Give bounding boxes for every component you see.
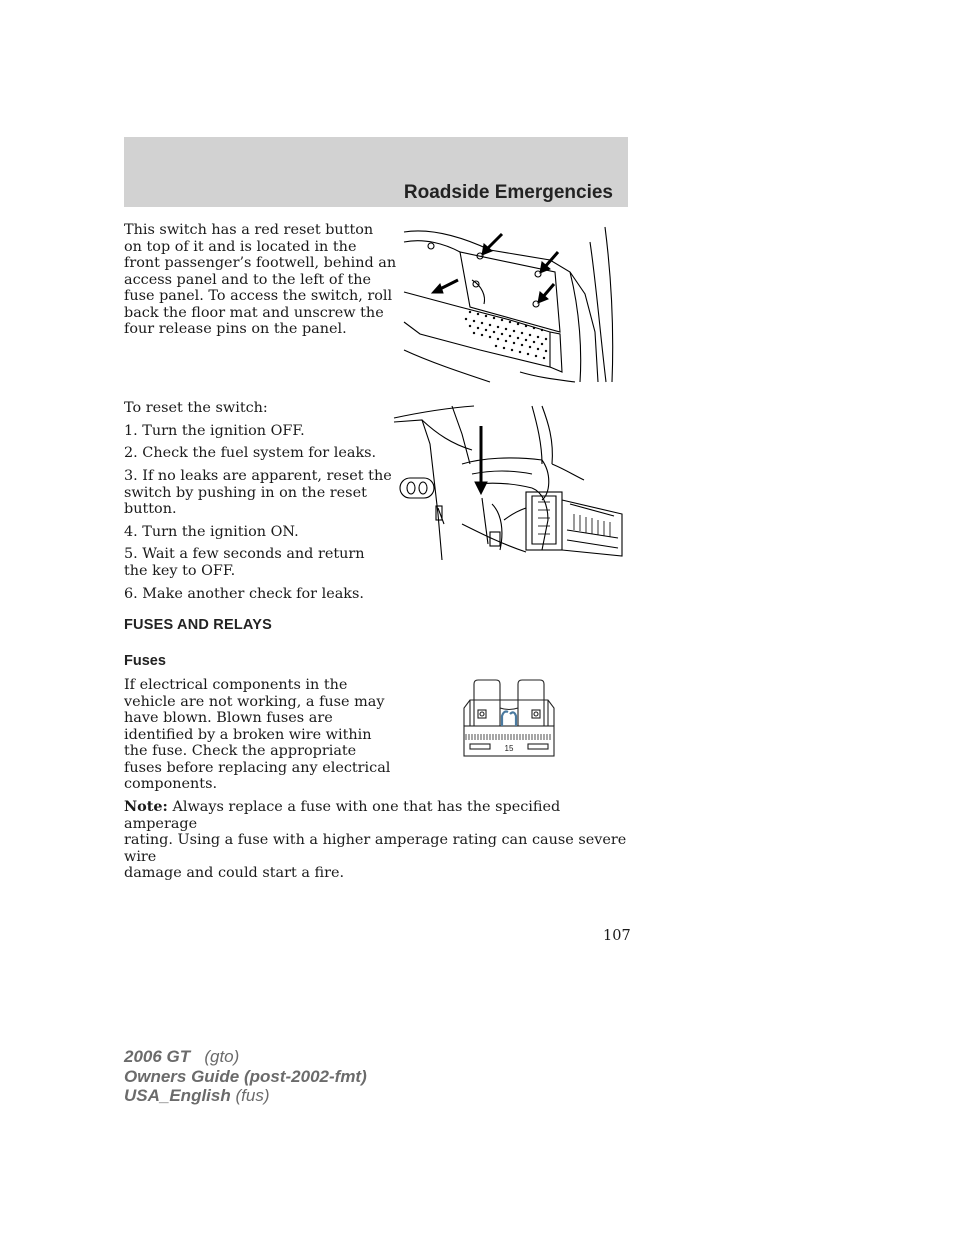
text-line: have blown. Blown fuses are — [124, 710, 333, 726]
text-line: 4. Turn the ignition ON. — [124, 524, 299, 540]
text-line: vehicle are not working, a fuse may — [124, 693, 385, 710]
footer-language-code: (fus) — [235, 1086, 270, 1105]
intro-paragraph — [124, 222, 396, 338]
text-line: the key to OFF. — [124, 562, 236, 579]
reset-step-5 — [124, 546, 365, 579]
text-line: 6. Make another check for leaks. — [124, 586, 364, 602]
text-line: on top of it and is located in the — [124, 238, 357, 255]
fuses-subheading: Fuses — [124, 653, 166, 669]
text-line: fuse panel. To access the switch, roll — [124, 288, 393, 304]
inertia-switch-illustration — [392, 404, 626, 560]
footer-model: 2006 GT — [124, 1047, 191, 1066]
text-line: Always replace a fuse with one that has the specified amperage — [124, 799, 561, 832]
text-line: fuses before replacing any electrical — [124, 759, 391, 776]
text-line: button. — [124, 501, 177, 517]
text-line: rating. Using a fuse with a higher amperage rating can cause severe wire — [124, 832, 627, 865]
text-line: back the floor mat and unscrew the — [124, 304, 384, 321]
text-line: switch by pushing in on the reset — [124, 484, 367, 501]
text-line: 3. If no leaks are apparent, reset the — [124, 468, 392, 484]
document-footer — [124, 1047, 367, 1106]
text-line: 5. Wait a few seconds and return — [124, 546, 365, 562]
text-line: 1. Turn the ignition OFF. — [124, 423, 305, 439]
reset-step-4 — [124, 524, 299, 541]
text-line: access panel and to the left of the — [124, 271, 372, 288]
fuses-paragraph — [124, 677, 390, 793]
page-number: 107 — [603, 928, 631, 944]
fuse-rating-label: 15 — [504, 744, 514, 753]
section-title: Roadside Emergencies — [403, 182, 613, 203]
reset-step-1 — [124, 423, 305, 440]
section-header-band — [124, 137, 628, 207]
text-line: If electrical components in the — [124, 677, 348, 693]
note-paragraph — [124, 799, 628, 882]
text-line: four release pins on the panel. — [124, 321, 347, 337]
reset-step-3 — [124, 468, 392, 518]
fuses-relays-heading: FUSES AND RELAYS — [124, 617, 272, 633]
footer-language: USA_English — [124, 1086, 231, 1105]
text-line: identified by a broken wire within — [124, 726, 372, 743]
text-line: front passenger’s footwell, behind an — [124, 255, 397, 271]
footer-guide: Owners Guide (post-2002-fmt) — [124, 1066, 367, 1086]
text-line: This switch has a red reset button — [124, 222, 374, 238]
access-panel-illustration — [400, 222, 615, 384]
reset-step-6 — [124, 586, 364, 603]
blade-fuse-illustration — [462, 678, 556, 758]
footer-model-code: (gto) — [204, 1047, 240, 1066]
text-line: components. — [124, 776, 218, 792]
text-line: 2. Check the fuel system for leaks. — [124, 445, 377, 461]
note-label: Note: — [124, 798, 168, 815]
reset-lead: To reset the switch: — [124, 400, 268, 416]
reset-step-2 — [124, 445, 376, 462]
text-line: the fuse. Check the appropriate — [124, 743, 357, 759]
text-line: damage and could start a fire. — [124, 865, 345, 881]
